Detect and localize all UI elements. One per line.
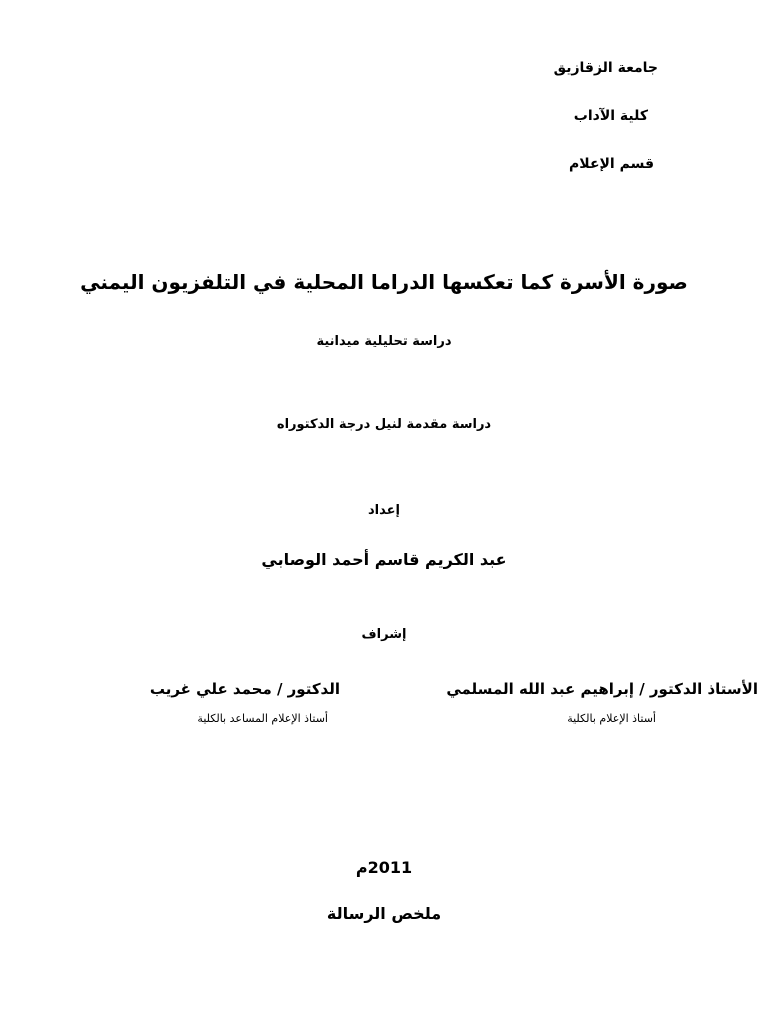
supervisor-1-role: أستاذ الإعلام بالكلية bbox=[567, 712, 656, 725]
supervisor-2-role: أستاذ الإعلام المساعد بالكلية bbox=[197, 712, 328, 725]
department-name: قسم الإعلام bbox=[569, 156, 654, 172]
university-name: جامعة الزقازيق bbox=[553, 60, 658, 76]
supervisor-1-name: الأستاذ الدكتور / إبراهيم عبد الله المسلمي bbox=[446, 680, 758, 698]
author-name: عبد الكريم قاسم أحمد الوصابي bbox=[261, 550, 507, 569]
faculty-name: كلية الآداب bbox=[573, 108, 648, 124]
thesis-subtitle: دراسة تحليلية ميدانية bbox=[316, 334, 452, 349]
document-type: ملخص الرسالة bbox=[326, 904, 442, 923]
supervision-label: إشراف bbox=[361, 627, 407, 642]
thesis-title: صورة الأسرة كما تعكسها الدراما المحلية في التلفزيون اليمني bbox=[80, 270, 688, 294]
thesis-year: 2011م bbox=[355, 858, 413, 877]
author-label: إعداد bbox=[368, 503, 400, 518]
supervisor-2-name: الدكتور / محمد علي غريب bbox=[149, 680, 340, 698]
degree-note: دراسة مقدمة لنيل درجة الدكتوراه bbox=[276, 417, 492, 432]
